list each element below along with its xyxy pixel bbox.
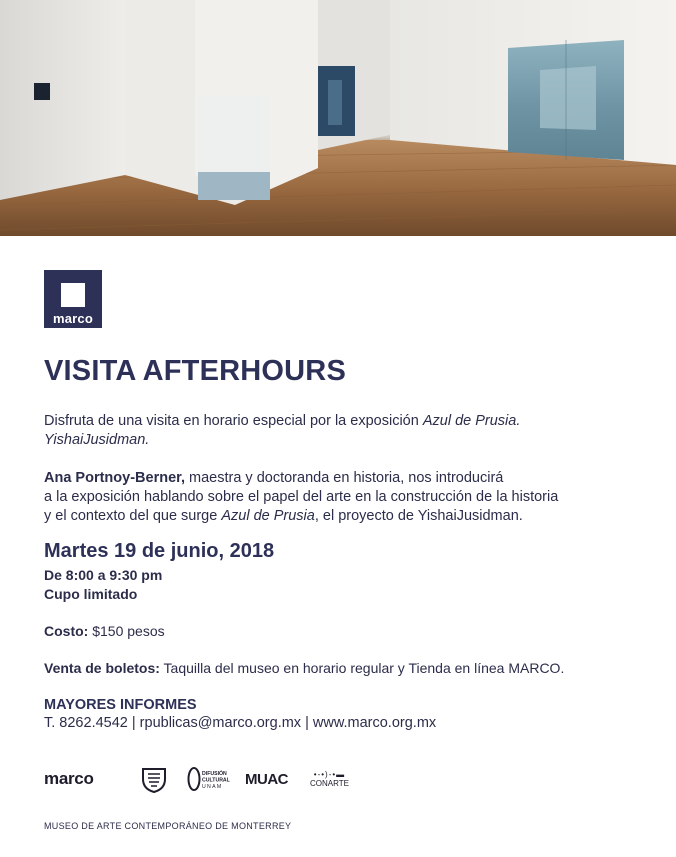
event-date: Martes 19 de junio, 2018 [44,540,275,562]
speaker-line-1: maestra y doctoranda en historia, nos introducirá [185,470,504,486]
sponsor-logos [44,764,364,794]
speaker-line-3-start: y el contexto del que surge [44,508,222,524]
difusion-line-2: CULTURAL [202,777,230,784]
info-heading: MAYORES INFORMES [44,697,197,713]
muac-logo: MUAC [245,770,288,788]
difusion-line-1: DIFUSIÓN [202,771,227,777]
difusion-line-3: UNAM [202,784,223,790]
artist-name: YishaiJusidman. [44,432,150,448]
page-title: VISITA AFTERHOURS [44,355,346,387]
conarte-symbol: •-•)-•▬ [313,770,346,779]
marco-logo [44,270,102,328]
conarte-name: CONARTE [310,779,349,788]
gallery-illustration [0,0,676,236]
tickets-label: Venta de boletos: [44,660,160,676]
ticket-sales [44,659,564,677]
speaker-line-3-italic: Azul de Prusia [221,508,315,524]
speaker-line-3-end: , el proyecto de YishaiJusidman. [314,508,523,524]
contact-info: T. 8262.4542 | rpublicas@marco.org.mx | www.marco.org.mx [44,715,437,731]
hero-gallery-image [0,0,676,236]
speaker-name: Ana Portnoy-Berner, [44,470,185,486]
event-hours: De 8:00 a 9:30 pm [44,567,163,583]
speaker-paragraph [44,469,654,526]
logo-wordmark: marco [52,311,94,326]
event-capacity: Cupo limitado [44,586,138,602]
speaker-line-2: a la exposición hablando sobre el papel del arte en la construcción de la historia [44,489,559,505]
conarte-logo [310,764,349,794]
intro-text: Disfruta de una visita en horario especial por la exposición [44,413,423,429]
cost-label: Costo: [44,623,89,639]
event-cost [44,622,165,640]
intro-paragraph [44,412,654,450]
museum-name: MUSEO DE ARTE CONTEMPORÁNEO DE MONTERREY [44,821,292,831]
difusion-cultural-logo [187,764,230,794]
exhibition-name: Azul de Prusia. [422,413,521,429]
cost-value: $150 pesos [88,623,165,639]
footer-marco-logo: marco [44,769,94,788]
unam-crest-icon [140,764,168,794]
logo-square-mark [61,283,85,307]
tickets-value: Taquilla del museo en horario regular y Tienda en línea MARCO. [159,660,565,676]
